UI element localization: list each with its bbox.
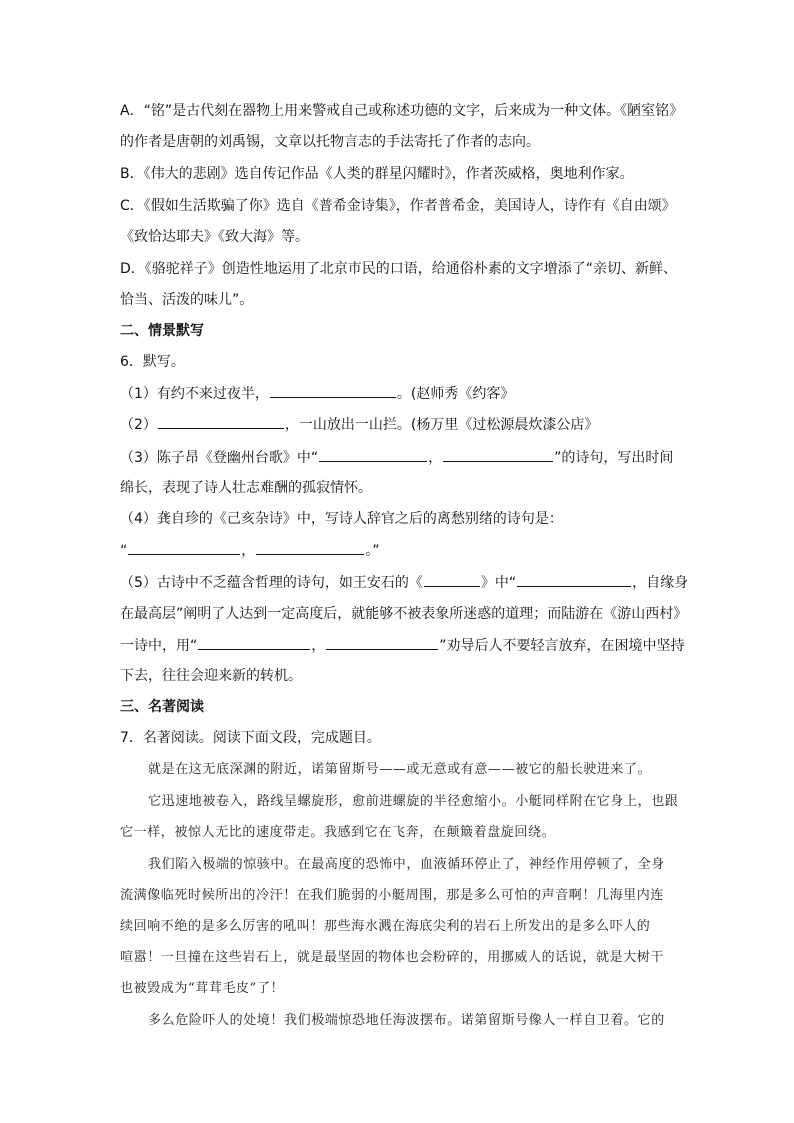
item-1-suffix: 。(赵师秀《约客》	[396, 386, 515, 402]
recitation-item-4-line-1: （4）龚自珍的《己亥杂诗》中，写诗人辞官之后的离愁别绪的诗句是：	[120, 511, 563, 527]
passage-paragraph-3-line-2: 流满像临死时候所出的冷汗！在我们脆弱的小艇周围，那是多么可怕的声音啊！几海里内连	[120, 888, 665, 903]
item-5-suffix: ，自缘身	[632, 575, 689, 591]
answer-blank[interactable]	[424, 572, 480, 587]
recitation-item-5-line-4: 下去，往往会迎来新的转机。	[120, 668, 302, 684]
item-5-prefix: （5）古诗中不乏蕴含哲理的诗句，如王安石的《	[120, 575, 423, 591]
item-5-mid: 》中“	[480, 575, 517, 591]
passage-paragraph-4-line-1: 多么危险吓人的处境！我们极端惊恐地任海波摆布。诺第留斯号像人一样自卫着。它的	[148, 1013, 665, 1028]
item-4-open-quote: “	[120, 543, 128, 559]
item-2-suffix: ，一山放出一山拦。(杨万里《过松源晨炊漆公店》	[284, 417, 599, 433]
question-7-title: 7．名著阅读。阅读下面文段，完成题目。	[120, 730, 381, 746]
section-3-heading: 三、名著阅读	[120, 699, 204, 715]
section-2-heading: 二、情景默写	[120, 323, 204, 339]
answer-blank[interactable]	[517, 572, 631, 587]
option-c-line-1: C．《假如生活欺骗了你》选自《普希金诗集》，作者普希金，美国诗人，诗作有《自由颂》	[120, 198, 676, 214]
item-2-prefix: （2）	[120, 417, 157, 433]
option-c-line-2: 《致恰达耶夫》《致大海》等。	[120, 229, 309, 245]
item-3-comma: ，	[428, 450, 443, 466]
recitation-item-5-line-3	[120, 635, 685, 656]
option-a-line-1: A．“铭”是古代刻在器物上用来警戒自己或称述功德的文字，后来成为一种文体。《陋室铭》	[120, 103, 684, 119]
option-d-line-1: D．《骆驼祥子》创造性地运用了北京市民的口语，给通俗朴素的文字增添了“亲切、新鲜、	[120, 261, 678, 277]
passage-paragraph-3-line-1: 我们陷入极端的惊骇中。在最高度的恐怖中，血液循环停止了，神经作用停顿了，全身	[148, 857, 665, 872]
answer-blank[interactable]	[256, 540, 364, 555]
answer-blank[interactable]	[319, 447, 427, 462]
passage-paragraph-3-line-3: 续回响不绝的是多么厉害的吼叫！那些海水溅在海底尖利的岩石上所发出的是多么吓人的	[120, 919, 651, 934]
item-1-prefix: （1）有约不来过夜半，	[120, 386, 269, 402]
recitation-item-1	[120, 383, 514, 404]
item-4-comma: ，	[241, 543, 256, 559]
item-5-line3-comma: ，	[311, 638, 326, 654]
question-6-title: 6．默写。	[120, 354, 185, 370]
answer-blank[interactable]	[198, 635, 310, 650]
item-4-close-quote: 。”	[365, 543, 380, 559]
recitation-item-3-line-1	[120, 447, 673, 468]
recitation-item-3-line-2: 绵长，表现了诗人壮志难酬的孤寂情怀。	[120, 480, 372, 496]
option-d-line-2: 恰当、活泼的味儿”。	[120, 292, 254, 308]
passage-paragraph-3-line-4: 喧嚣！一旦撞在这些岩石上，就是最坚固的物体也会粉碎的，用挪威人的话说，就是大树干	[120, 950, 665, 965]
option-a-line-2: 的作者是唐朝的刘禹锡，文章以托物言志的手法寄托了作者的志向。	[120, 134, 540, 150]
recitation-item-2	[120, 414, 598, 435]
answer-blank[interactable]	[326, 635, 438, 650]
recitation-item-5-line-1	[120, 572, 688, 593]
item-5-line3-suffix: ”劝导后人不要轻言放弃，在困境中坚持	[439, 638, 685, 654]
item-5-line3-prefix: 一诗中，用“	[120, 638, 198, 654]
item-3-suffix: ”的诗句，写出时间	[554, 450, 674, 466]
answer-blank[interactable]	[128, 540, 240, 555]
recitation-item-4-line-2	[120, 540, 380, 561]
recitation-item-5-line-2: 在最高层”阐明了人达到一定高度后，就能够不被表象所迷惑的道理；而陆游在《游山西村》	[120, 606, 688, 622]
passage-paragraph-3-line-5: 也被毁成为“茸茸毛皮”了！	[120, 981, 285, 996]
answer-blank[interactable]	[270, 383, 396, 398]
passage-paragraph-1: 就是在这无底深渊的附近，诺第留斯号——或无意或有意——被它的船长驶进来了。	[148, 762, 652, 777]
passage-paragraph-2-line-1: 它迅速地被卷入，路线呈螺旋形，愈前进螺旋的半径愈缩小。小艇同样附在它身上，也跟	[148, 794, 679, 809]
item-3-prefix: （3）陈子昂《登幽州台歌》中“	[120, 450, 319, 466]
answer-blank[interactable]	[443, 447, 553, 462]
answer-blank[interactable]	[158, 414, 284, 429]
option-b: B．《伟大的悲剧》选自传记作品《人类的群星闪耀时》，作者茨威格，奥地利作家。	[120, 166, 634, 182]
passage-paragraph-2-line-2: 它一样，被惊人无比的速度带走。我感到它在飞奔，在颠簸着盘旋回绕。	[120, 825, 556, 840]
